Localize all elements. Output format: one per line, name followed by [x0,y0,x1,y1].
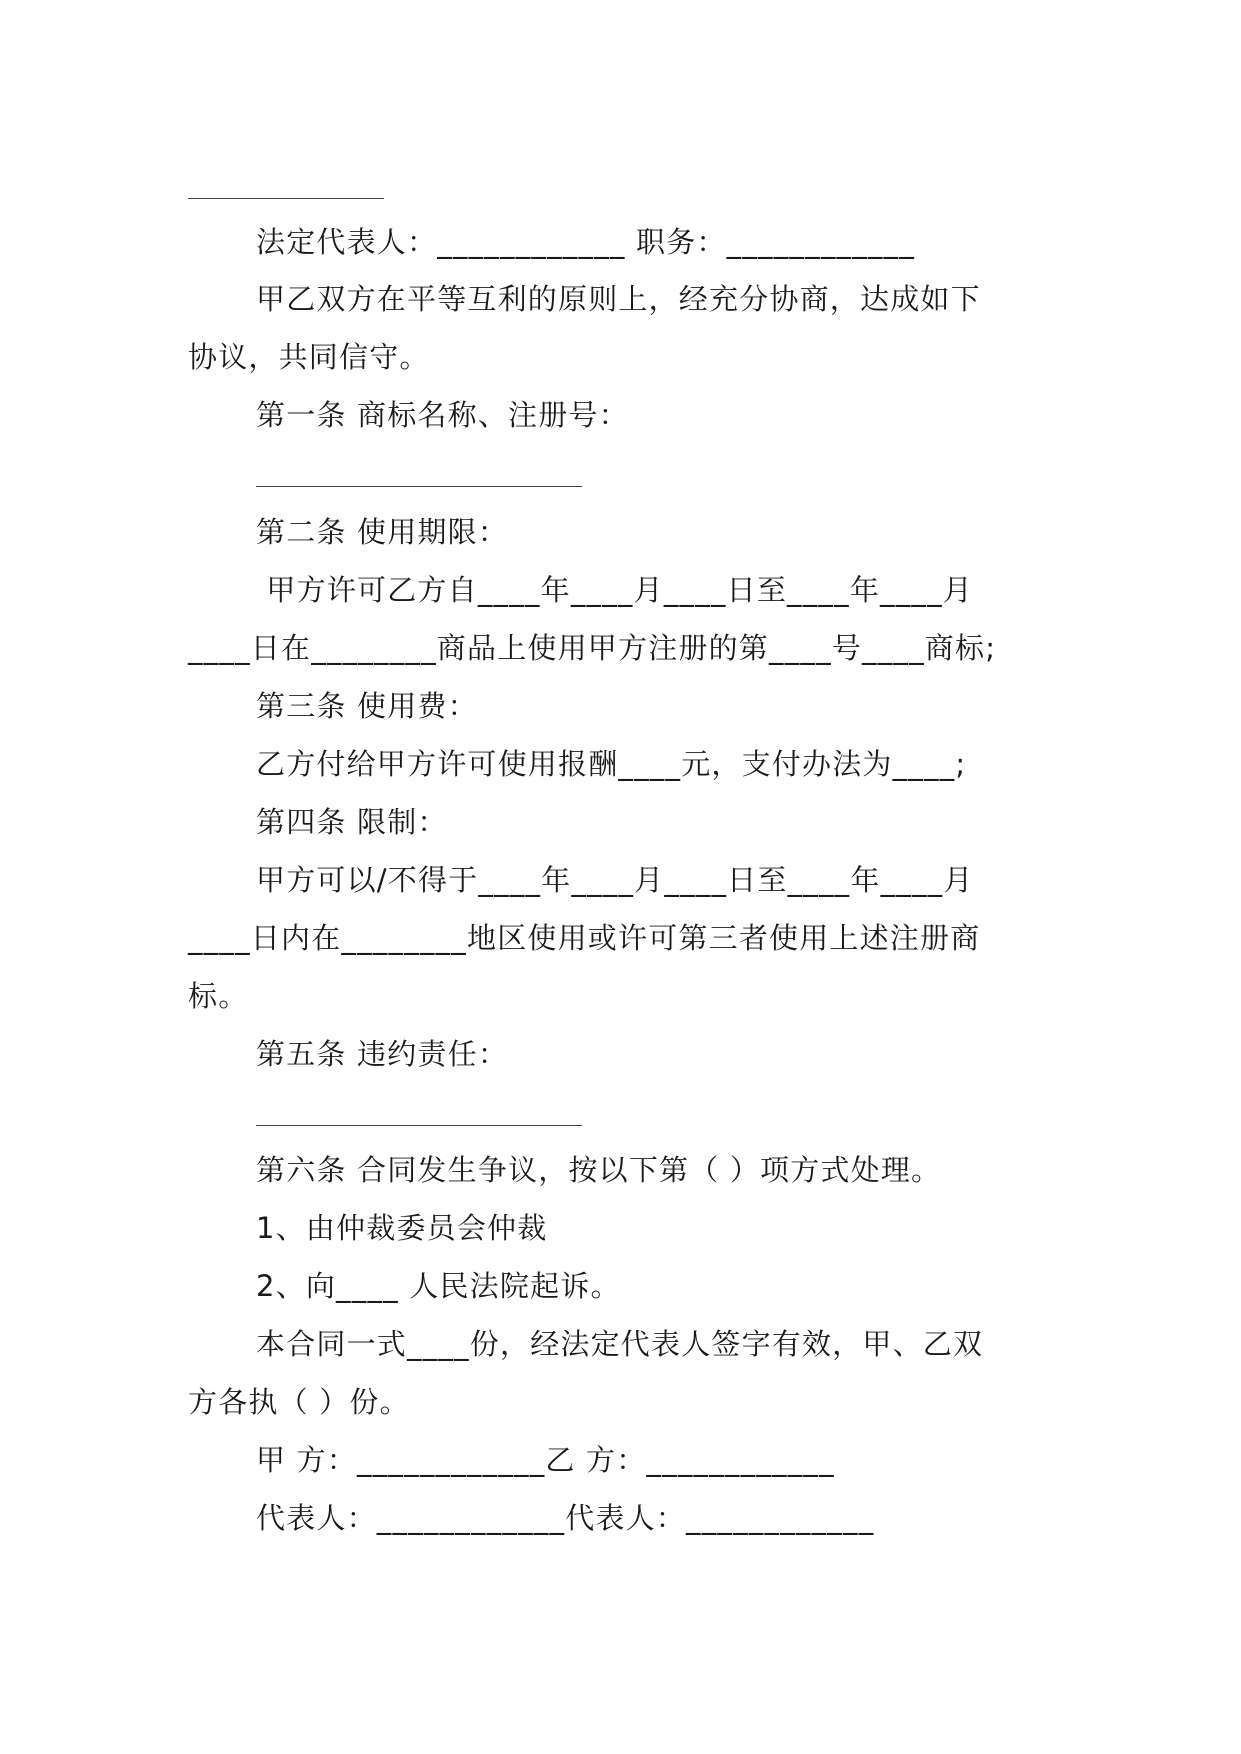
article-5-heading: 第五条 违约责任： [256,1037,509,1071]
party-signature-line: 甲 方：____________乙 方：____________ [256,1443,835,1477]
article-4-line-3: 标。 [188,979,249,1013]
article-6-heading: 第六条 合同发生争议，按以下第（ ）项方式处理。 [256,1153,942,1187]
article-5-blank-rule [256,1125,582,1126]
article-2-line-2: ____日在________商品上使用甲方注册的第____号____商标; [188,631,997,665]
article-2-line-1: 甲方许可乙方自____年____月____日至____年____月 [256,573,974,607]
preamble-line-1: 甲乙双方在平等互利的原则上，经充分协商，达成如下 [256,282,981,316]
preamble-line-2: 协议，共同信守。 [188,340,430,374]
article-6-option-2: 2、向____ 人民法院起诉。 [256,1269,621,1303]
article-3-line-1: 乙方付给甲方许可使用报酬____元，支付办法为____; [256,747,967,781]
copies-line-2: 方各执（ ）份。 [188,1385,410,1419]
article-4-line-2: ____日内在________地区使用或许可第三者使用上述注册商 [188,921,981,955]
article-4-line-1: 甲方可以/不得于____年____月____日至____年____月 [256,863,974,897]
article-1-heading: 第一条 商标名称、注册号： [256,398,629,432]
article-3-heading: 第三条 使用费： [256,689,478,723]
article-2-heading: 第二条 使用期限： [256,515,509,549]
copies-line-1: 本合同一式____份，经法定代表人签字有效，甲、乙双 [256,1327,984,1361]
article-4-heading: 第四条 限制： [256,805,448,839]
article-6-option-1: 1、由仲裁委员会仲裁 [256,1211,548,1245]
top-blank-rule [188,198,384,199]
representative-signature-line: 代表人：____________代表人：____________ [256,1501,875,1535]
legal-rep-line: 法定代表人：____________ 职务：____________ [256,225,916,259]
article-1-blank-rule [256,486,582,487]
